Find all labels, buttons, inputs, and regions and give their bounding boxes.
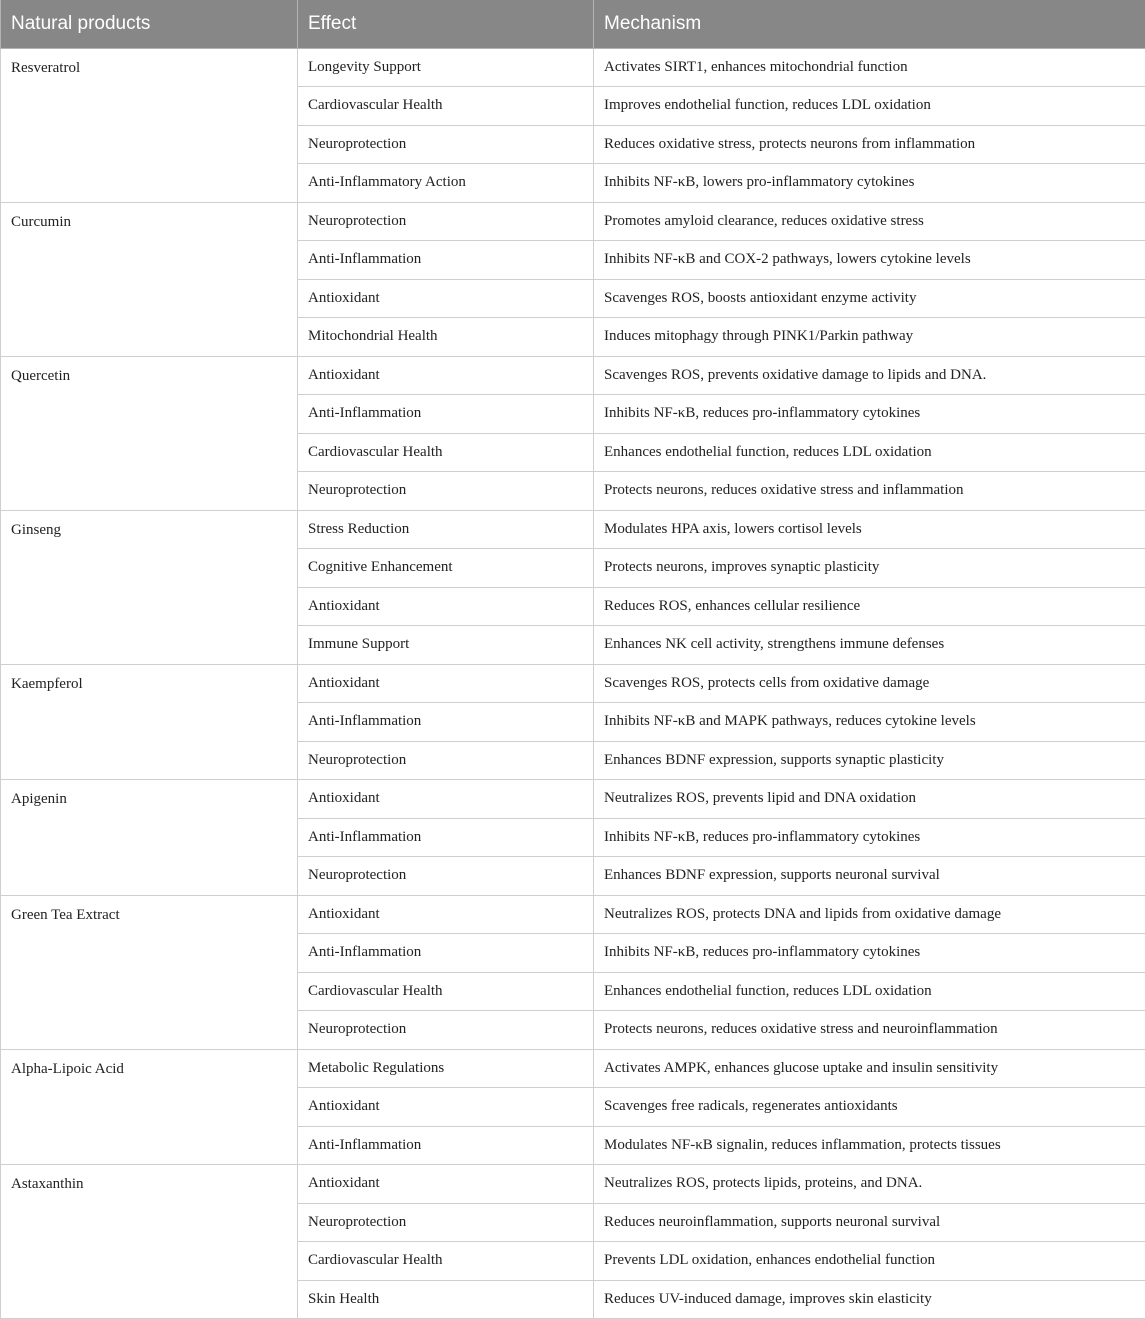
mechanism-cell: Protects neurons, improves synaptic plasticity <box>594 549 1145 588</box>
mechanism-cell: Scavenges ROS, protects cells from oxidative damage <box>594 664 1145 703</box>
mechanism-cell: Inhibits NF-κB, reduces pro-inflammatory cytokines <box>594 934 1145 973</box>
effect-cell: Anti-Inflammation <box>298 818 594 857</box>
mechanism-cell: Inhibits NF-κB, reduces pro-inflammatory cytokines <box>594 395 1145 434</box>
effect-cell: Neuroprotection <box>298 1203 594 1242</box>
effect-cell: Skin Health <box>298 1280 594 1319</box>
mechanism-cell: Neutralizes ROS, prevents lipid and DNA oxidation <box>594 780 1145 819</box>
product-name-cell: Resveratrol <box>1 48 298 202</box>
product-name-cell: Astaxanthin <box>1 1165 298 1319</box>
effect-cell: Antioxidant <box>298 780 594 819</box>
effect-cell: Antioxidant <box>298 664 594 703</box>
mechanism-cell: Improves endothelial function, reduces LDL oxidation <box>594 87 1145 126</box>
mechanism-cell: Reduces ROS, enhances cellular resilience <box>594 587 1145 626</box>
table-row <box>1 780 1145 819</box>
effect-cell: Stress Reduction <box>298 510 594 549</box>
mechanism-cell: Prevents LDL oxidation, enhances endothelial function <box>594 1242 1145 1281</box>
effect-cell: Cardiovascular Health <box>298 1242 594 1281</box>
mechanism-cell: Enhances BDNF expression, supports synaptic plasticity <box>594 741 1145 780</box>
effect-cell: Immune Support <box>298 626 594 665</box>
mechanism-cell: Enhances endothelial function, reduces LDL oxidation <box>594 972 1145 1011</box>
mechanism-cell: Inhibits NF-κB and COX-2 pathways, lowers cytokine levels <box>594 241 1145 280</box>
mechanism-cell: Inhibits NF-κB and MAPK pathways, reduces cytokine levels <box>594 703 1145 742</box>
mechanism-cell: Enhances NK cell activity, strengthens immune defenses <box>594 626 1145 665</box>
mechanism-cell: Promotes amyloid clearance, reduces oxidative stress <box>594 202 1145 241</box>
effect-cell: Neuroprotection <box>298 125 594 164</box>
product-name-cell: Apigenin <box>1 780 298 896</box>
effect-cell: Anti-Inflammation <box>298 1126 594 1165</box>
mechanism-cell: Scavenges free radicals, regenerates antioxidants <box>594 1088 1145 1127</box>
product-name-cell: Ginseng <box>1 510 298 664</box>
effect-cell: Antioxidant <box>298 279 594 318</box>
table-row <box>1 510 1145 549</box>
mechanism-cell: Neutralizes ROS, protects lipids, proteins, and DNA. <box>594 1165 1145 1204</box>
effect-cell: Antioxidant <box>298 356 594 395</box>
effect-cell: Antioxidant <box>298 895 594 934</box>
effect-cell: Metabolic Regulations <box>298 1049 594 1088</box>
effect-cell: Antioxidant <box>298 587 594 626</box>
effect-cell: Neuroprotection <box>298 472 594 511</box>
mechanism-cell: Reduces UV-induced damage, improves skin elasticity <box>594 1280 1145 1319</box>
mechanism-cell: Inhibits NF-κB, lowers pro-inflammatory cytokines <box>594 164 1145 203</box>
table-row <box>1 356 1145 395</box>
mechanism-cell: Protects neurons, reduces oxidative stress and neuroinflammation <box>594 1011 1145 1050</box>
effect-cell: Neuroprotection <box>298 741 594 780</box>
effect-cell: Cognitive Enhancement <box>298 549 594 588</box>
mechanism-cell: Protects neurons, reduces oxidative stress and inflammation <box>594 472 1145 511</box>
effect-cell: Anti-Inflammation <box>298 703 594 742</box>
effect-cell: Antioxidant <box>298 1165 594 1204</box>
mechanism-cell: Activates AMPK, enhances glucose uptake and insulin sensitivity <box>594 1049 1145 1088</box>
table-body <box>1 48 1145 1319</box>
effect-cell: Anti-Inflammation <box>298 395 594 434</box>
table-header <box>1 0 1145 48</box>
effect-cell: Cardiovascular Health <box>298 433 594 472</box>
product-name-cell: Curcumin <box>1 202 298 356</box>
mechanism-cell: Scavenges ROS, boosts antioxidant enzyme activity <box>594 279 1145 318</box>
effect-cell: Anti-Inflammation <box>298 241 594 280</box>
column-header-natural-products: Natural products <box>1 0 298 48</box>
mechanism-cell: Scavenges ROS, prevents oxidative damage to lipids and DNA. <box>594 356 1145 395</box>
product-name-cell: Green Tea Extract <box>1 895 298 1049</box>
table-row <box>1 1165 1145 1204</box>
product-name-cell: Alpha-Lipoic Acid <box>1 1049 298 1165</box>
effect-cell: Cardiovascular Health <box>298 972 594 1011</box>
mechanism-cell: Reduces neuroinflammation, supports neuronal survival <box>594 1203 1145 1242</box>
mechanism-cell: Neutralizes ROS, protects DNA and lipids from oxidative damage <box>594 895 1145 934</box>
column-header-effect: Effect <box>298 0 594 48</box>
table-row <box>1 202 1145 241</box>
effect-cell: Neuroprotection <box>298 202 594 241</box>
effect-cell: Neuroprotection <box>298 857 594 896</box>
product-name-cell: Quercetin <box>1 356 298 510</box>
mechanism-cell: Modulates NF-κB signalin, reduces inflammation, protects tissues <box>594 1126 1145 1165</box>
mechanism-cell: Activates SIRT1, enhances mitochondrial function <box>594 48 1145 87</box>
table-row <box>1 48 1145 87</box>
header-row <box>1 0 1145 48</box>
mechanism-cell: Enhances BDNF expression, supports neuronal survival <box>594 857 1145 896</box>
effect-cell: Mitochondrial Health <box>298 318 594 357</box>
mechanism-cell: Inhibits NF-κB, reduces pro-inflammatory cytokines <box>594 818 1145 857</box>
mechanism-cell: Reduces oxidative stress, protects neurons from inflammation <box>594 125 1145 164</box>
mechanism-cell: Enhances endothelial function, reduces LDL oxidation <box>594 433 1145 472</box>
effect-cell: Anti-Inflammatory Action <box>298 164 594 203</box>
effect-cell: Cardiovascular Health <box>298 87 594 126</box>
table-row <box>1 664 1145 703</box>
effect-cell: Neuroprotection <box>298 1011 594 1050</box>
effect-cell: Anti-Inflammation <box>298 934 594 973</box>
mechanism-cell: Modulates HPA axis, lowers cortisol levels <box>594 510 1145 549</box>
effect-cell: Antioxidant <box>298 1088 594 1127</box>
column-header-mechanism: Mechanism <box>594 0 1145 48</box>
table-row <box>1 895 1145 934</box>
effect-cell: Longevity Support <box>298 48 594 87</box>
product-name-cell: Kaempferol <box>1 664 298 780</box>
table-row <box>1 1049 1145 1088</box>
mechanism-cell: Induces mitophagy through PINK1/Parkin pathway <box>594 318 1145 357</box>
